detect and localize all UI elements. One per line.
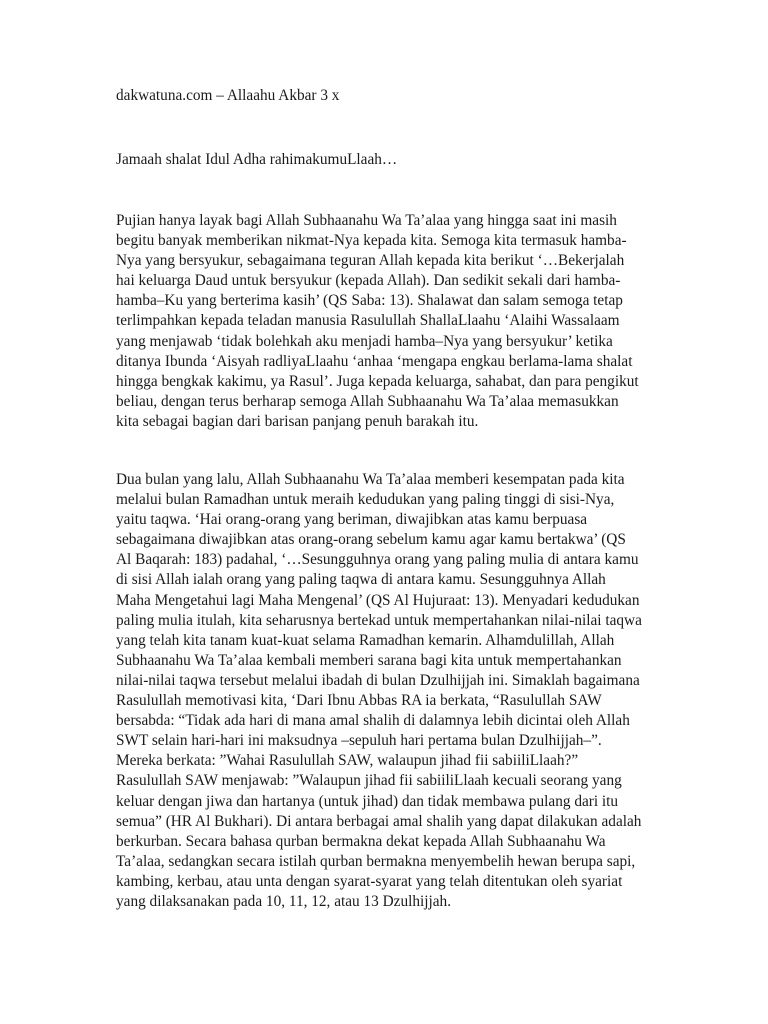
- document-header-line: dakwatuna.com – Allaahu Akbar 3 x: [116, 87, 340, 104]
- greeting-line: Jamaah shalat Idul Adha rahimakumuLlaah…: [116, 151, 398, 168]
- paragraph-praise: Pujian hanya layak bagi Allah Subhaanahu Wa Ta’alaa yang hingga saat ini masih begitu banyak memberikan nikmat-Nya kepada kita. Semoga kita termasuk hamba- Nya yang bersyukur, sebagaimana teguran Allah kepada kita berikut ‘…Bekerjalah hai keluarga Daud untuk bersyukur (kepada Allah). Dan sedikit sekali dari hamba- hamba–Ku yang berterima kasih’ (QS Saba: 13). Shalawat dan salam semoga tetap terlimpahkan kepada teladan manusia Rasulullah ShallaLlaahu ‘Alaihi Wassalaam yang menjawab ‘tidak bolehkah aku menjadi hamba–Nya yang bersyukur’ ketika ditanya Ibunda ‘Aisyah radliyaLlaahu ‘anhaa ‘mengapa engkau berlama-lama shalat hingga bengkak kakimu, ya Rasul’. Juga kepada keluarga, sahabat, dan para pengikut beliau, dengan terus berharap semoga Allah Subhaanahu Wa Ta’alaa memasukkan kita sebagai bagian dari barisan panjang penuh barakah itu.: [116, 212, 639, 430]
- paragraph-dzulhijjah: Dua bulan yang lalu, Allah Subhaanahu Wa Ta’alaa memberi kesempatan pada kita melalui bulan Ramadhan untuk meraih kedudukan yang paling tinggi di sisi-Nya, yaitu taqwa. ‘Hai orang-orang yang beriman, diwajibkan atas kamu berpuasa sebagaimana diwajibkan atas orang-orang sebelum kamu agar kamu bertakwa’ (QS Al Baqarah: 183) padahal, ‘…Sesungguhnya orang yang paling mulia di antara kamu di sisi Allah ialah orang yang paling taqwa di antara kamu. Sesungguhnya Allah Maha Mengetahui lagi Maha Mengenal’ (QS Al Hujuraat: 13). Menyadari kedudukan paling mulia itulah, kita seharusnya bertekad untuk mempertahankan nilai-nilai taqwa yang telah kita tanam kuat-kuat selama Ramadhan kemarin. Alhamdulillah, Allah Subhaanahu Wa Ta’alaa kembali memberi sarana bagi kita untuk mempertahankan nilai-nilai taqwa tersebut melalui ibadah di bulan Dzulhijjah ini. Simaklah bagaimana Rasulullah memotivasi kita, ‘Dari Ibnu Abbas RA ia berkata, “Rasulullah SAW bersabda: “Tidak ada hari di mana amal shalih di dalamnya lebih dicintai oleh Allah SWT selain hari-hari ini maksudnya –sepuluh hari pertama bulan Dzulhijjah–”. Mereka berkata: ”Wahai Rasulullah SAW, walaupun jihad fii sabiiliLlaah?” Rasulullah SAW menjawab: ”Walaupun jihad fii sabiiliLlaah kecuali seorang yang keluar dengan jiwa dan hartanya (untuk jihad) dan tidak membawa pulang dari itu semua” (HR Al Bukhari). Di antara berbagai amal shalih yang dapat dilakukan adalah berkurban. Secara bahasa qurban bermakna dekat kepada Allah Subhaanahu Wa Ta’alaa, sedangkan secara istilah qurban bermakna menyembelih hewan berupa sapi, kambing, kerbau, atau unta dengan syarat-syarat yang telah ditentukan oleh syariat yang dilaksanakan pada 10, 11, 12, atau 13 Dzulhijjah.: [116, 471, 642, 910]
